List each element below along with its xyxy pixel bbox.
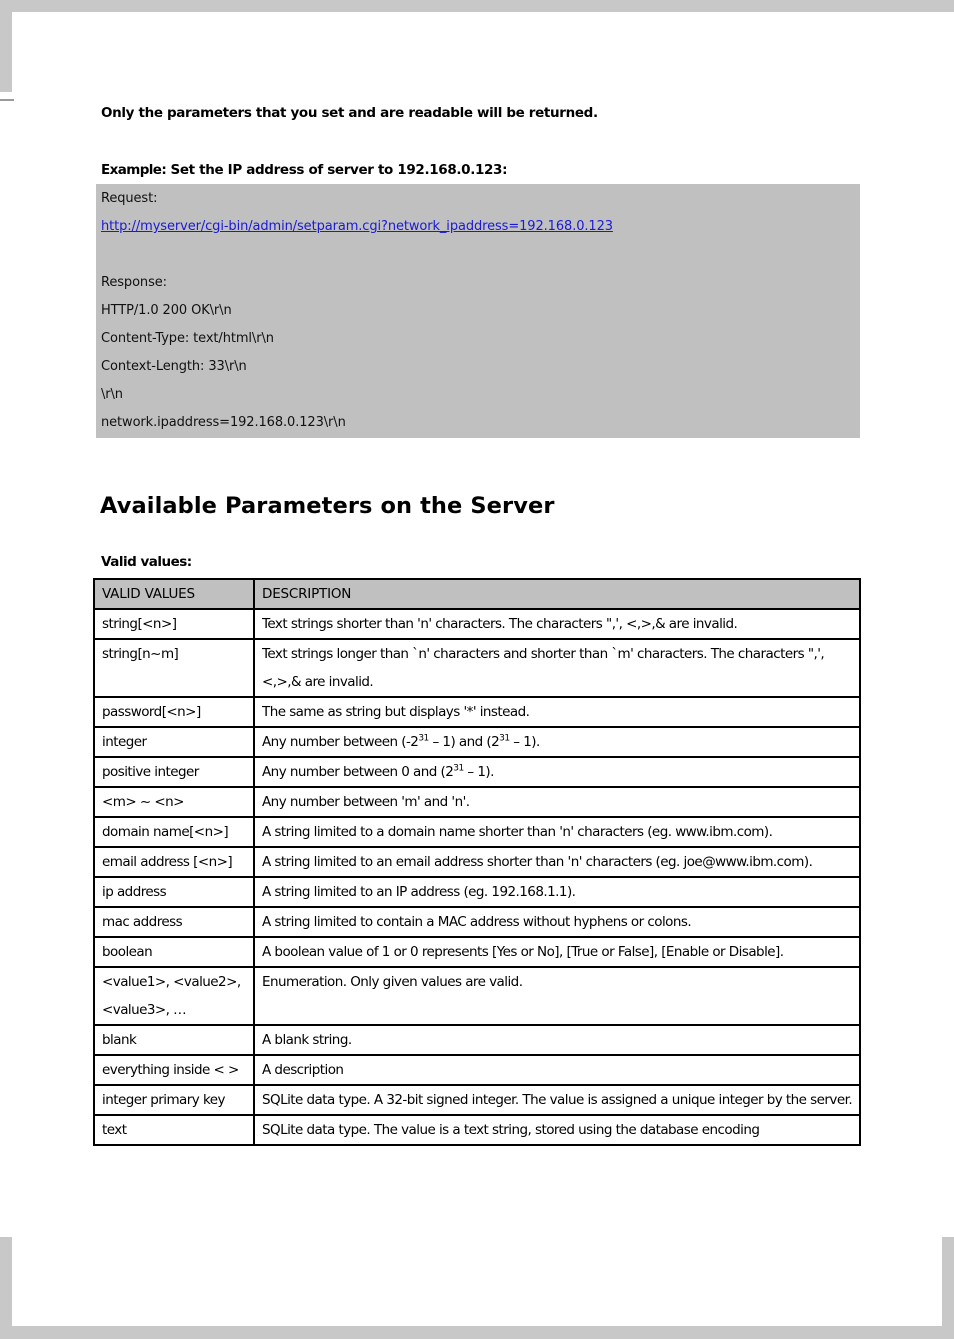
description-cell: A string limited to an IP address (eg. 192.168.1.1). [254,877,860,907]
value-cell: integer [94,727,254,757]
page-frame-right-bottom [942,1237,954,1339]
table-row [94,609,860,639]
description-text: – 1). [463,764,494,780]
value-cell: everything inside < > [94,1055,254,1085]
header-valid-values: VALID VALUES [94,579,254,609]
response-line: network.ipaddress=192.168.0.123\r\n [101,415,346,430]
table-row [94,787,860,817]
value-cell: domain name[<n>] [94,817,254,847]
value-cell: <value1>, <value2>, <value3>, … [94,967,254,1025]
description-cell: A description [254,1055,860,1085]
description-cell: A string limited to an email address shorter than 'n' characters (eg. joe@www.ibm.com). [254,847,860,877]
valid-values-table [93,578,861,1146]
response-label: Response: [101,275,167,290]
response-line: \r\n [101,387,123,402]
description-text: – 1) and (2 [428,734,500,750]
table-row [94,639,860,697]
code-example-box [96,184,860,438]
description-cell: SQLite data type. The value is a text string, stored using the database encoding [254,1115,860,1145]
exponent: 31 [453,763,464,774]
table-row [94,937,860,967]
response-line: Context-Length: 33\r\n [101,359,247,374]
description-cell: Enumeration. Only given values are valid. [254,967,860,1025]
value-cell: positive integer [94,757,254,787]
header-description: DESCRIPTION [254,579,860,609]
description-cell [254,757,860,787]
table-row [94,1085,860,1115]
table-row [94,967,860,1025]
description-cell: A string limited to contain a MAC address without hyphens or colons. [254,907,860,937]
description-cell: A boolean value of 1 or 0 represents [Yes or No], [True or False], [Enable or Disable]. [254,937,860,967]
table-row [94,697,860,727]
value-cell: ip address [94,877,254,907]
table-row [94,847,860,877]
value-cell: <m> ~ <n> [94,787,254,817]
example-text: Set the IP address of server to 192.168.0.123: [166,162,508,178]
table-row [94,757,860,787]
intro-text: Only the parameters that you set and are readable will be returned. [101,105,598,121]
value-cell: password[<n>] [94,697,254,727]
value-cell: integer primary key [94,1085,254,1115]
response-line: Content-Type: text/html\r\n [101,331,274,346]
description-cell: The same as string but displays '*' instead. [254,697,860,727]
section-title: Available Parameters on the Server [100,493,555,519]
response-line: HTTP/1.0 200 OK\r\n [101,303,232,318]
description-cell [254,727,860,757]
table-row [94,1025,860,1055]
description-text: Any number between 0 and (2 [262,764,454,780]
request-label: Request: [101,191,158,206]
description-text: – 1). [509,734,540,750]
value-cell: boolean [94,937,254,967]
table-row [94,1115,860,1145]
table-row [94,877,860,907]
example-heading [101,162,507,178]
value-cell: mac address [94,907,254,937]
value-cell: text [94,1115,254,1145]
value-cell: blank [94,1025,254,1055]
description-cell: Text strings longer than `n' characters and shorter than `m' characters. The characters ",', <,>,& are invalid. [254,639,860,697]
valid-values-label: Valid values: [101,554,192,570]
description-text: Any number between (-2 [262,734,419,750]
description-cell: Any number between 'm' and 'n'. [254,787,860,817]
table-header-row [94,579,860,609]
description-cell: A blank string. [254,1025,860,1055]
exponent: 31 [499,733,510,744]
request-url-link[interactable]: http://myserver/cgi-bin/admin/setparam.cgi?network_ipaddress=192.168.0.123 [101,219,613,234]
description-cell: A string limited to a domain name shorter than 'n' characters (eg. www.ibm.com). [254,817,860,847]
page-frame-left-top [0,0,12,92]
page-frame-left-bottom [0,1237,12,1339]
table-row [94,727,860,757]
page-frame-top [0,0,954,12]
page-frame-tick [0,99,14,101]
value-cell: string[<n>] [94,609,254,639]
example-label: Example: [101,162,167,178]
table-row [94,907,860,937]
page-frame-bottom [0,1326,954,1339]
exponent: 31 [418,733,429,744]
table-row [94,817,860,847]
value-cell: email address [<n>] [94,847,254,877]
value-cell: string[n~m] [94,639,254,697]
description-cell: SQLite data type. A 32-bit signed integer. The value is assigned a unique integer by the server. [254,1085,860,1115]
description-cell: Text strings shorter than 'n' characters. The characters ",', <,>,& are invalid. [254,609,860,639]
table-row [94,1055,860,1085]
